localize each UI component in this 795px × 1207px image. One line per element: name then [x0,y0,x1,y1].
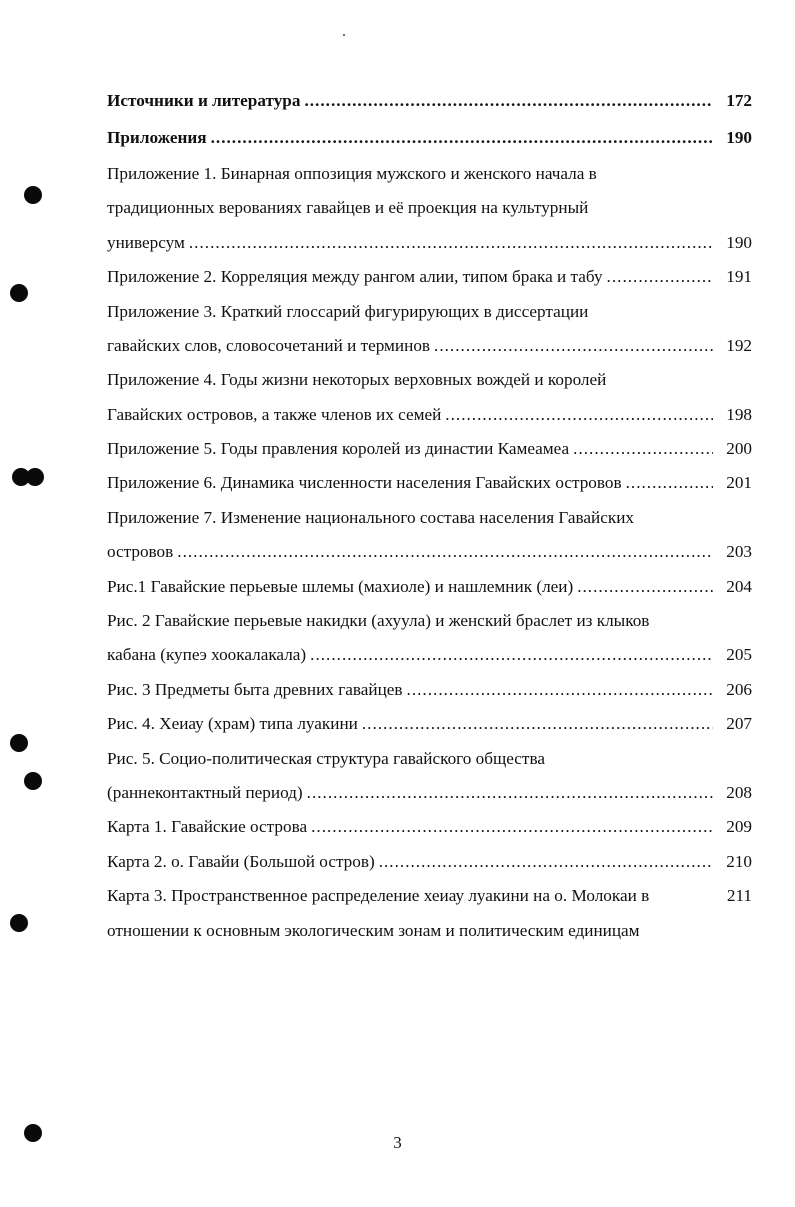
toc-entry-text: Рис. 4. Хеиау (храм) типа луакини [107,714,358,734]
toc-entry-page: 192 [726,335,752,355]
toc-entry-text: Рис.1 Гавайские перьевые шлемы (махиоле) и нашлемник (леи) [107,576,574,596]
toc-leader-dots [445,406,713,428]
toc-entry-text: Приложения [107,127,207,147]
toc-entry-text: Приложение 1. Бинарная оппозиция мужского и женского начала в [107,163,597,183]
punch-hole-2 [10,284,28,302]
punch-hole-5 [10,734,28,752]
toc-leader-dots [307,784,713,806]
toc-entry-page: 172 [726,91,752,111]
toc-entry [107,428,752,462]
toc-entry [107,841,752,875]
toc-entry [107,462,752,496]
punch-hole-7 [10,914,28,932]
toc-entry [107,806,752,840]
toc-entry-page [718,320,752,325]
toc-entry [107,325,752,359]
toc-entry-page [718,389,752,394]
toc-entry [107,600,752,634]
toc-entry-text: Приложение 6. Динамика численности населения Гавайских островов [107,473,622,493]
toc-entry-page: 204 [726,576,752,596]
toc-entry-text: Карта 2. о. Гавайи (Большой остров) [107,851,375,871]
toc-entry-text: кабана (купеэ хоокалакала) [107,645,307,665]
toc-entry-page: 208 [726,783,752,802]
toc-entry [107,394,752,428]
toc-entry-text: Рис. 2 Гавайские перьевые накидки (ахуула) и женский браслет из клыков [107,611,650,631]
toc-entry-text: Приложение 7. Изменение национального состава населения Гавайских [107,507,635,527]
toc-leader-dots [304,92,713,114]
toc-entry-text: традиционных верованиях гавайцев и её проекция на культурный [107,198,589,218]
toc-entry-page: 209 [726,817,752,837]
toc-entry-page: 190 [726,232,752,252]
scan-speck [343,34,345,36]
toc-entry-page: 191 [726,267,752,287]
toc-leader-dots [189,234,713,256]
toc-entry [107,153,752,187]
toc-entry-page: 200 [726,439,752,459]
toc-entry-page [718,217,752,222]
toc-entry [107,187,752,221]
toc-entry [107,772,752,806]
toc-entry [107,634,752,668]
toc-entry-text: Рис. 3 Предметы быта древних гавайцев [107,679,403,699]
toc-entry-text: Источники и литература [107,91,301,111]
toc-leader-dots [607,268,713,290]
toc-entry-page: 190 [726,127,752,147]
toc-entry [107,359,752,393]
toc-entry [107,116,752,150]
toc-leader-dots [362,715,713,737]
toc-leader-dots [434,337,713,359]
toc-entry-text: универсум [107,232,185,252]
punch-hole-6 [24,772,42,790]
toc-entry-text: Гавайских островов, а также членов их семей [107,404,442,424]
toc-entry-text: Приложение 2. Корреляция между рангом алии, типом брака и табу [107,267,603,287]
toc-entry-text: гавайских слов, словосочетаний и терминов [107,335,431,355]
toc-entry [107,565,752,599]
toc-entry [107,669,752,703]
toc-entry [107,222,752,256]
toc-entry-page [718,526,752,531]
toc-entry-text: Карта 3. Пространственное распределение хеиау луакини на о. Молокаи в [107,886,650,906]
toc-entry-text: Карта 1. Гавайские острова [107,817,308,837]
toc-entry [107,875,752,909]
toc-entry-page: 211 [726,886,752,906]
toc-entry-page [718,939,752,944]
toc-leader-dots [310,646,713,668]
toc-entry [107,909,752,943]
toc-entry-page [718,182,752,187]
toc-leader-dots [211,129,713,151]
punch-hole-4 [26,468,44,486]
toc-entry-text: Приложение 4. Годы жизни некоторых верховных вождей и королей [107,370,607,390]
page-number: 3 [393,1133,402,1152]
toc-entry-page: 198 [726,404,752,424]
toc-leader-dots [311,818,713,840]
toc-entry-text: островов [107,542,174,562]
toc-entry-page: 210 [726,851,752,871]
toc-entry-text: отношении к основным экологическим зонам и политическим единицам [107,920,640,940]
toc-entry-page [718,629,752,634]
toc-entry-text: Приложение 5. Годы правления королей из династии Камеамеа [107,439,570,459]
toc-entry [107,531,752,565]
toc-entry-page: 206 [726,679,752,699]
table-of-contents [107,80,752,944]
toc-entry-page: 207 [726,714,752,734]
toc-leader-dots [577,578,713,600]
toc-entry-text: (раннеконтактный период) [107,783,303,802]
toc-leader-dots [379,853,713,875]
toc-entry-page: 203 [726,542,752,562]
toc-entry-text: Рис. 5. Социо-политическая структура гавайского общества [107,748,545,768]
toc-leader-dots [177,543,713,565]
toc-leader-dots [626,474,713,496]
punch-hole-1 [24,186,42,204]
toc-entry [107,497,752,531]
toc-leader-dots [573,440,713,462]
toc-entry [107,737,752,771]
toc-entry-page: 205 [726,645,752,665]
toc-entry-page: 201 [726,473,752,493]
toc-entry-page [718,767,752,772]
toc-entry [107,80,752,114]
toc-leader-dots [407,681,713,703]
toc-entry-text: Приложение 3. Краткий глоссарий фигурирующих в диссертации [107,301,589,321]
toc-entry [107,256,752,290]
toc-entry [107,290,752,324]
toc-entry [107,703,752,737]
